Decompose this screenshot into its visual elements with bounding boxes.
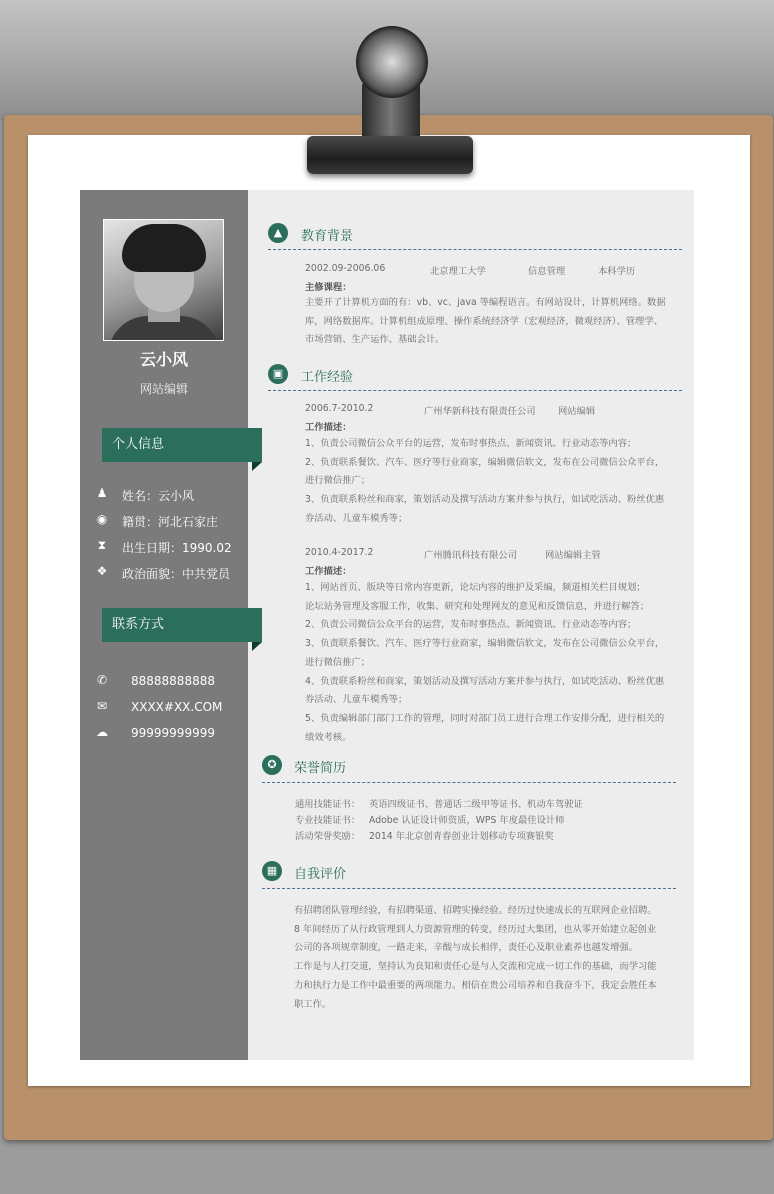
profile-name: 云小风: [139, 350, 188, 369]
edu-courses-label: 主修课程：: [305, 282, 352, 293]
clip-hole-icon: [374, 44, 410, 80]
education-title: 教育背景: [301, 229, 354, 244]
edu-major: 信息管理: [528, 266, 566, 277]
contact-header: 联系方式: [102, 608, 262, 642]
job-desc: 1、负责公司微信公众平台的运营，发布时事热点、新闻资讯、行业动态等内容； 2、负责联系餐饮、汽车、医疗等行业商家，编辑微信软文，发布在公司微信公众平台， 进行微信推广； 3、负责联系粉丝和商家，策划活动及撰写活动方案并参与执行，如试吃活动、粉丝优惠 券活动、儿童车模秀等；: [305, 438, 665, 524]
self-eval-text: 有招聘团队管理经验，有招聘渠道、招聘实操经验。经历过快速成长的互联网企业招聘。 8 年间经历了从行政管理到人力资源管理的转变，经历过大集团，也从零开始建立起创业 公司的各项规章制度，一路走来，辛酸与成长相伴，责任心及职业素养也越发增强。 工作是与人打交道，坚持认为良知和责任心是与人交流和完成一切工作的基础，而学习能 力和执行力是工作中最重要的两项能力。相信在贵公司培养和自我奋斗下，我定会胜任本 职工作。: [294, 905, 657, 1010]
honor-value: 英语四级证书、普通话二级甲等证书、机动车驾驶证: [369, 799, 583, 810]
honor-label: 通用技能证书：: [295, 799, 361, 810]
self-eval-title: 自我评价: [294, 867, 347, 882]
profile-role: 网站编辑: [139, 382, 188, 396]
work-title: 工作经验: [301, 370, 354, 385]
divider: [268, 249, 682, 250]
divider: [262, 888, 676, 889]
person-icon: ♟: [96, 486, 108, 500]
job-position: 网站编辑主管: [545, 550, 601, 561]
wechat-icon: ☁: [96, 725, 108, 739]
job-period: 2006.7-2010.2: [305, 403, 374, 414]
job-company: 广州华新科技有限责任公司: [424, 406, 536, 417]
edu-period: 2002.09-2006.06: [305, 263, 386, 274]
medal-icon: ✪: [262, 755, 282, 775]
divider: [262, 782, 676, 783]
job-desc-label: 工作描述：: [305, 566, 352, 577]
job-position: 网站编辑: [558, 406, 596, 417]
honor-value: Adobe 认证设计师资质，WPS 年度最佳设计师: [369, 815, 565, 826]
job-desc-label: 工作描述：: [305, 422, 352, 433]
avatar: [103, 219, 224, 341]
honor-value: 2014 年北京创青春创业计划移动专项赛银奖: [369, 831, 554, 842]
clip-base-icon: [307, 136, 473, 174]
honor-label: 活动荣誉奖励：: [295, 831, 361, 842]
job-desc: 1、网站首页、版块等日常内容更新，论坛内容的维护及采编，频道相关栏目规划； 论坛站务管理及客服工作，收集、研究和处理网友的意见和反馈信息，并进行解答； 2、负责公司微信公众平台的运营，发布时事热点、新闻资讯、行业动态等内容； 3、负责联系餐饮、汽车、医疗等行业商家，编辑微信软文，发布在公司微信公众平台， 进行微信推广； 4、负责联系粉丝和商家，策划活动及撰写活动方案并参与执行，如试吃活动、粉丝优惠 券活动、儿童车模秀等； 5、负责编辑部门部门工作的管理，同时对部门员工进行合理工作安排分配，进行相关的 绩效考核。: [305, 582, 665, 743]
job-company: 广州腾讯科技有限公司: [424, 550, 517, 561]
email-icon: ✉: [96, 699, 108, 713]
group-icon: ❖: [96, 564, 108, 578]
phone-icon: ✆: [96, 673, 108, 687]
graduation-cap-icon: ▲: [268, 223, 288, 243]
hourglass-icon: ⧗: [97, 538, 107, 552]
location-pin-icon: ◉: [96, 512, 108, 526]
edu-school: 北京理工大学: [430, 266, 486, 277]
honors-title: 荣誉简历: [294, 761, 347, 776]
job-period: 2010.4-2017.2: [305, 547, 374, 558]
grid-icon: ▦: [262, 861, 282, 881]
edu-degree: 本科学历: [598, 266, 636, 277]
personal-info-header: 个人信息: [102, 428, 262, 462]
edu-courses: 主要开了计算机方面的有：vb、vc、java 等编程语言。有网站设计，计算机网络。数据 库，网络数据库。计算机组成原理、操作系统经济学（宏观经济，微观经济）、管理学、 市场营销、生产运作、基础会计。: [305, 297, 666, 346]
divider: [268, 390, 682, 391]
briefcase-icon: ▣: [268, 364, 288, 384]
honor-label: 专业技能证书：: [295, 815, 361, 826]
